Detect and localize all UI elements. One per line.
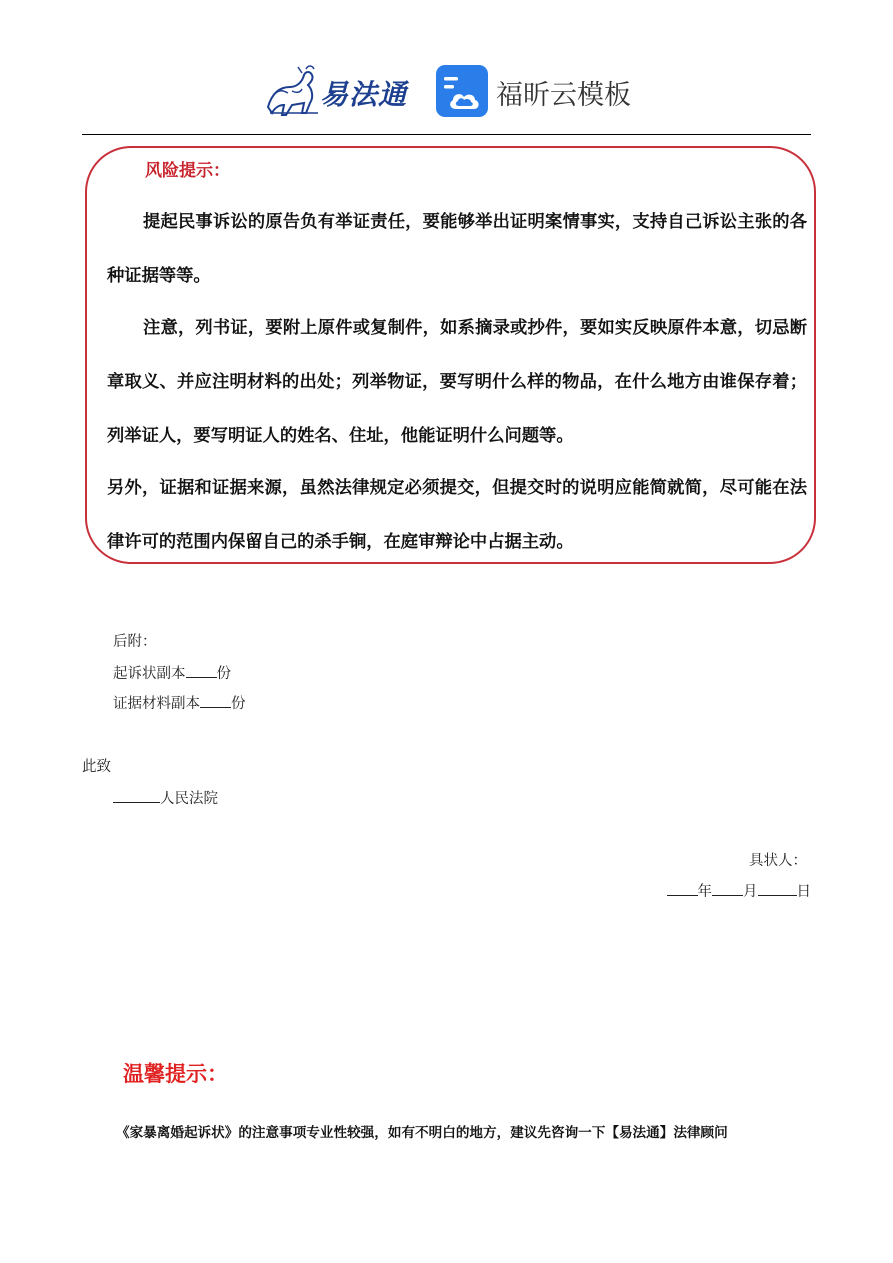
risk-paragraph-1: 提起民事诉讼的原告负有举证责任，要能够举出证明案情事实，支持自己诉讼主张的各种证据等等。	[107, 212, 807, 286]
fuxin-cloud-icon	[436, 65, 488, 117]
day-label: 日	[796, 884, 811, 900]
fill-in-blank[interactable]	[712, 881, 743, 896]
yifatong-logo-text: 易法通	[320, 78, 408, 111]
page-header	[0, 55, 893, 125]
date-line	[667, 880, 812, 901]
salutation-cizhi: 此致	[82, 759, 111, 775]
warm-tip-title: 温馨提示：	[123, 1061, 228, 1086]
fuxin-logo-text: 福昕云模板	[496, 80, 631, 111]
attachment-item-label: 起诉状副本	[113, 666, 186, 682]
risk-notice-title: 风险提示：	[145, 161, 230, 181]
court-addressee	[113, 787, 218, 808]
fill-in-blank[interactable]	[186, 663, 217, 678]
attachment-item-unit: 份	[231, 696, 246, 712]
attachments-heading: 后附：	[113, 634, 157, 650]
attachment-item-label: 证据材料副本	[113, 696, 200, 712]
warm-tip-body: 《家暴离婚起诉状》的注意事项专业性较强，如有不明白的地方，建议先咨询一下【易法通】法律顾问	[116, 1125, 728, 1141]
fill-in-blank[interactable]	[200, 693, 231, 708]
court-name-suffix: 人民法院	[160, 791, 218, 807]
month-label: 月	[743, 884, 758, 900]
signer-label: 具状人：	[749, 853, 807, 869]
risk-paragraph-3: 另外，证据和证据来源，虽然法律规定必须提交，但提交时的说明应能简就简，尽可能在法律许可的范围内保留自己的杀手锏，在庭审辩论中占据主动。	[107, 478, 807, 552]
attachment-item-evidence-copies	[113, 692, 246, 713]
risk-paragraph-2: 注意，列书证，要附上原件或复制件，如系摘录或抄件，要如实反映原件本意，切忌断章取义、并应注明材料的出处；列举物证，要写明什么样的物品，在什么地方由谁保存着；列举证人，要写明证人的姓名、住址，他能证明什么问题等。	[107, 318, 807, 446]
risk-notice-box	[85, 146, 816, 564]
qilin-logo-icon	[262, 63, 322, 119]
fill-in-blank[interactable]	[113, 788, 160, 803]
attachment-item-unit: 份	[216, 666, 231, 682]
attachment-item-complaint-copies	[113, 662, 231, 683]
fill-in-blank[interactable]	[667, 881, 698, 896]
fill-in-blank[interactable]	[758, 881, 797, 896]
year-label: 年	[697, 884, 712, 900]
header-divider	[82, 134, 811, 135]
